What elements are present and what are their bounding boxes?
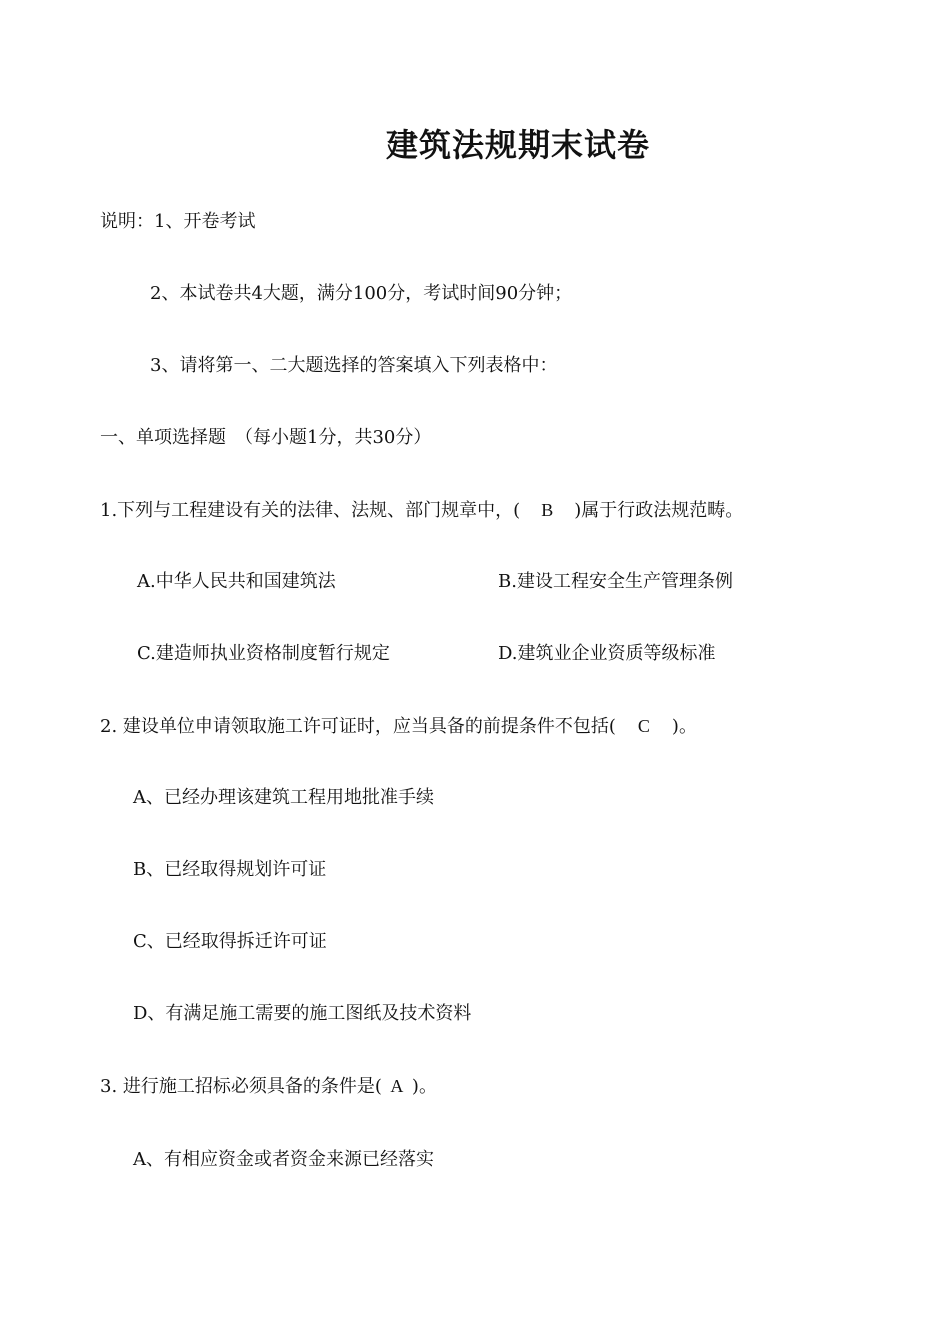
question-2-option-b: B、已经取得规划许可证 xyxy=(133,859,327,880)
answer-text: B xyxy=(541,500,554,520)
question-2-option-d: D、有满足施工需要的施工图纸及技术资料 xyxy=(133,1003,472,1024)
question-1-option-d: D.建筑业企业资质等级标准 xyxy=(498,643,716,664)
question-1-option-a: A.中华人民共和国建筑法 xyxy=(137,571,336,592)
section-heading: 一、单项选择题 （每小题1分，共30分） xyxy=(100,427,432,448)
page-title: 建筑法规期末试卷 xyxy=(385,126,650,164)
question-2-option-a: A、已经办理该建筑工程用地批准手续 xyxy=(133,787,434,808)
instruction-line-1: 说明：1、开卷考试 xyxy=(100,211,256,232)
question-1-option-c: C.建造师执业资格制度暂行规定 xyxy=(137,643,390,664)
question-stem-text: )。 xyxy=(671,716,697,737)
question-2-stem xyxy=(100,712,697,741)
question-1-stem xyxy=(100,496,743,525)
instruction-line-2: 2、本试卷共4大题，满分100分，考试时间90分钟； xyxy=(150,283,573,304)
question-stem-text: 2. 建设单位申请领取施工许可证时，应当具备的前提条件不包括( xyxy=(100,716,616,737)
question-1-option-b: B.建设工程安全生产管理条例 xyxy=(498,571,733,592)
question-stem-text: 3. 进行施工招标必须具备的条件是( xyxy=(100,1076,382,1097)
question-stem-text: 1.下列与工程建设有关的法律、法规、部门规章中，( xyxy=(100,500,521,521)
question-stem-text: )属于行政法规范畴。 xyxy=(574,500,744,521)
answer-text: A xyxy=(390,1076,404,1096)
question-3-stem xyxy=(100,1072,437,1101)
instruction-line-3: 3、请将第一、二大题选择的答案填入下列表格中： xyxy=(150,355,558,376)
question-stem-text: )。 xyxy=(411,1076,437,1097)
question-3-option-a: A、有相应资金或者资金来源已经落实 xyxy=(133,1149,434,1170)
question-2-option-c: C、已经取得拆迁许可证 xyxy=(133,931,327,952)
answer-text: C xyxy=(637,716,650,736)
